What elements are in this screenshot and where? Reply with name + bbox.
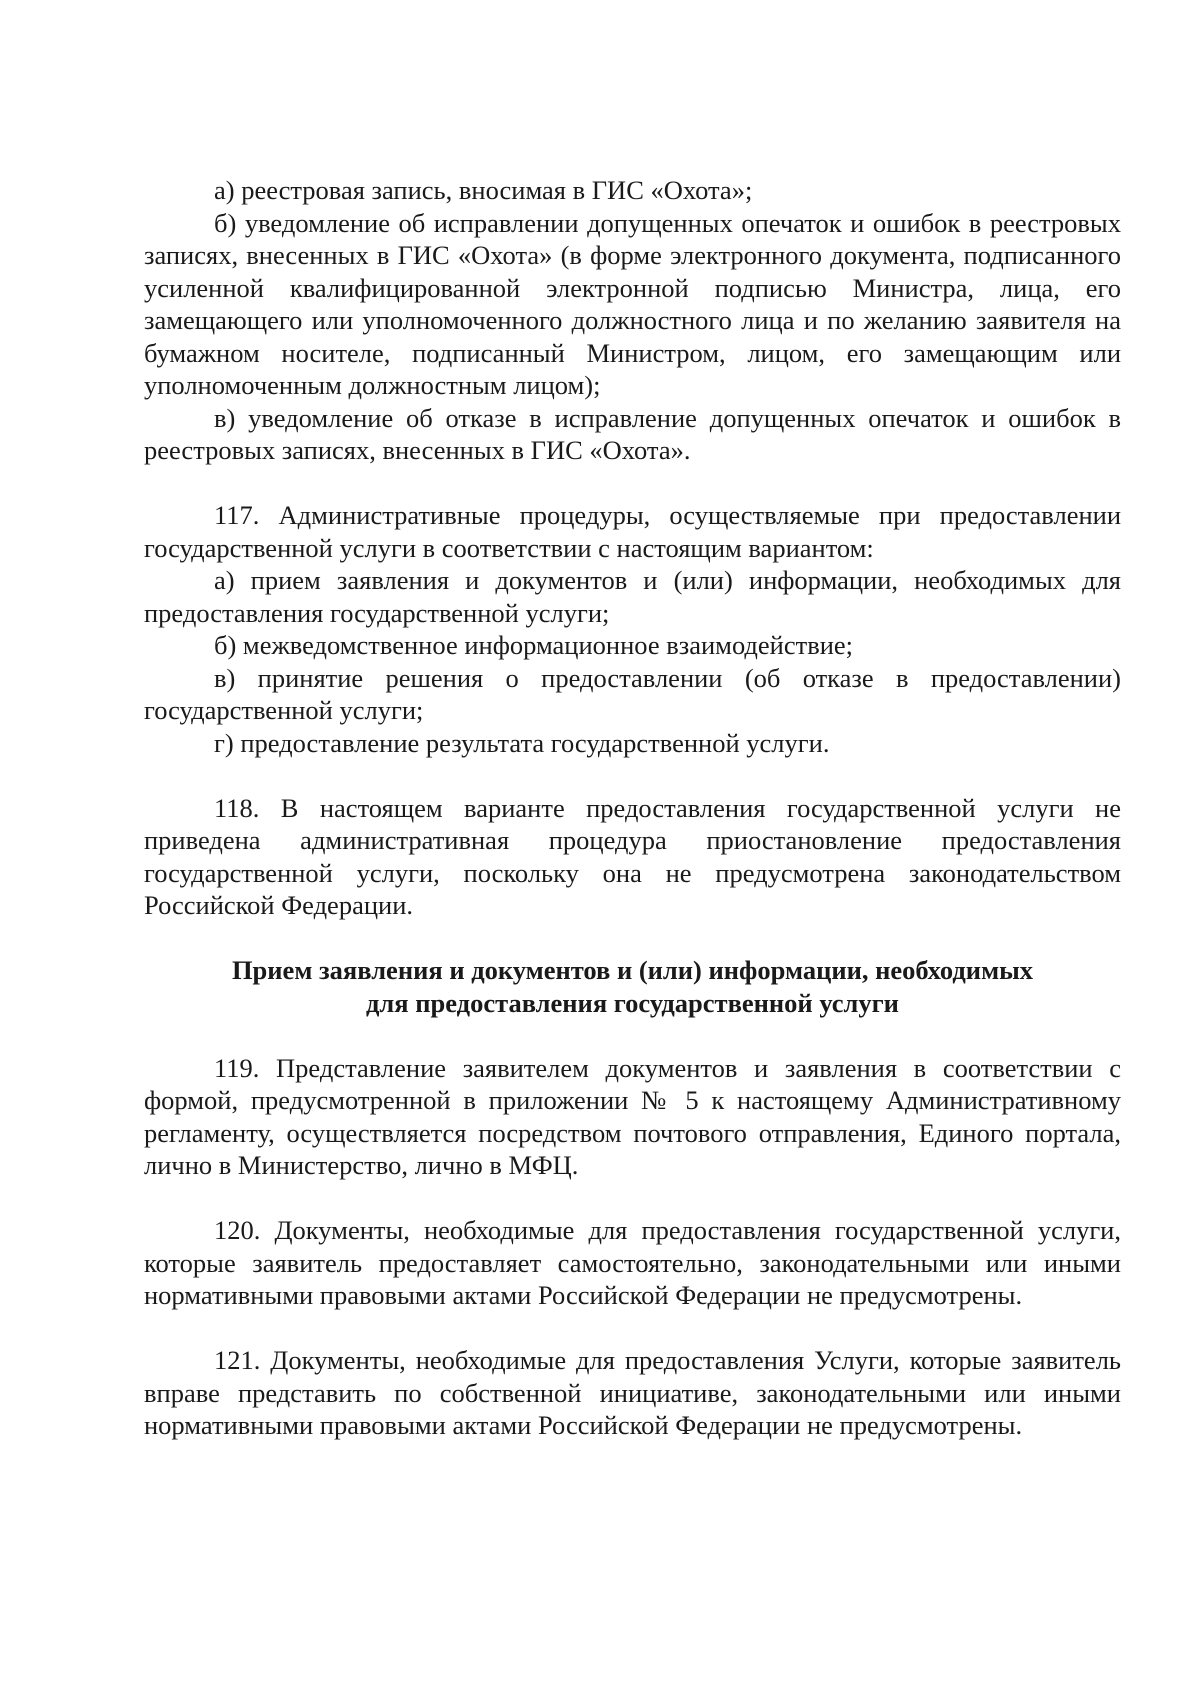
list-item-procedure-c: в) принятие решения о предоставлении (об отказе в предоставлении) государственной услуги; bbox=[144, 662, 1121, 725]
section-heading-line-1: Прием заявления и документов и (или) информации, необходимых bbox=[231, 955, 1034, 985]
list-item-result-a: а) реестровая запись, вносимая в ГИС «Охота»; bbox=[214, 175, 753, 205]
paragraph-120: 120. Документы, необходимые для предоставления государственной услуги, которые заявитель предоставляет самостоятельно, законодательными или иными нормативными правовыми актами Российской Федерации не предусмотрены. bbox=[144, 1215, 1121, 1310]
paragraph-spacer bbox=[144, 759, 1121, 792]
list-item-procedure-b: б) межведомственное информационное взаимодействие; bbox=[214, 630, 854, 660]
paragraph-spacer bbox=[144, 1182, 1121, 1215]
document-page bbox=[144, 174, 1121, 1442]
list-item-result-c: в) уведомление об отказе в исправление допущенных опечаток и ошибок в реестровых записях, внесенных в ГИС «Охота». bbox=[144, 402, 1121, 465]
list-item-result-b: б) уведомление об исправлении допущенных опечаток и ошибок в реестровых записях, внесенных в ГИС «Охота» (в форме электронного документа, подписанного усиленной квалифицированной электронной подписью Министра, лица, его замещающего или уполномоченного должностного лица и по желанию заявителя на бумажном носителе, подписанный Министром, лицом, его замещающим или уполномоченным должностным лицом); bbox=[144, 207, 1121, 400]
paragraph-117: 117. Административные процедуры, осуществляемые при предоставлении государственной услуги в соответствии с настоящим вариантом: bbox=[144, 500, 1121, 563]
paragraph-118: 118. В настоящем варианте предоставления государственной услуги не приведена административная процедура приостановление предоставления государственной услуги, поскольку она не предусмотрена законодательством Российской Федерации. bbox=[144, 792, 1121, 920]
paragraph-spacer bbox=[144, 922, 1121, 955]
section-heading bbox=[144, 954, 1121, 1019]
paragraph-spacer bbox=[144, 467, 1121, 500]
paragraph-spacer bbox=[144, 1312, 1121, 1345]
list-item-procedure-a: а) прием заявления и документов и (или) информации, необходимых для предоставления государственной услуги; bbox=[144, 565, 1121, 628]
paragraph-119: 119. Представление заявителем документов и заявления в соответствии с формой, предусмотренной в приложении № 5 к настоящему Административному регламенту, осуществляется посредством почтового отправления, Единого портала, лично в Министерство, лично в МФЦ. bbox=[144, 1052, 1121, 1180]
section-heading-line-2: для предоставления государственной услуги bbox=[366, 987, 899, 1018]
list-item-procedure-d: г) предоставление результата государственной услуги. bbox=[214, 727, 830, 758]
paragraph-spacer bbox=[144, 1019, 1121, 1052]
paragraph-121: 121. Документы, необходимые для предоставления Услуги, которые заявитель вправе представить по собственной инициативе, законодательными или иными нормативными правовыми актами Российской Федерации не предусмотрены. bbox=[144, 1345, 1121, 1440]
